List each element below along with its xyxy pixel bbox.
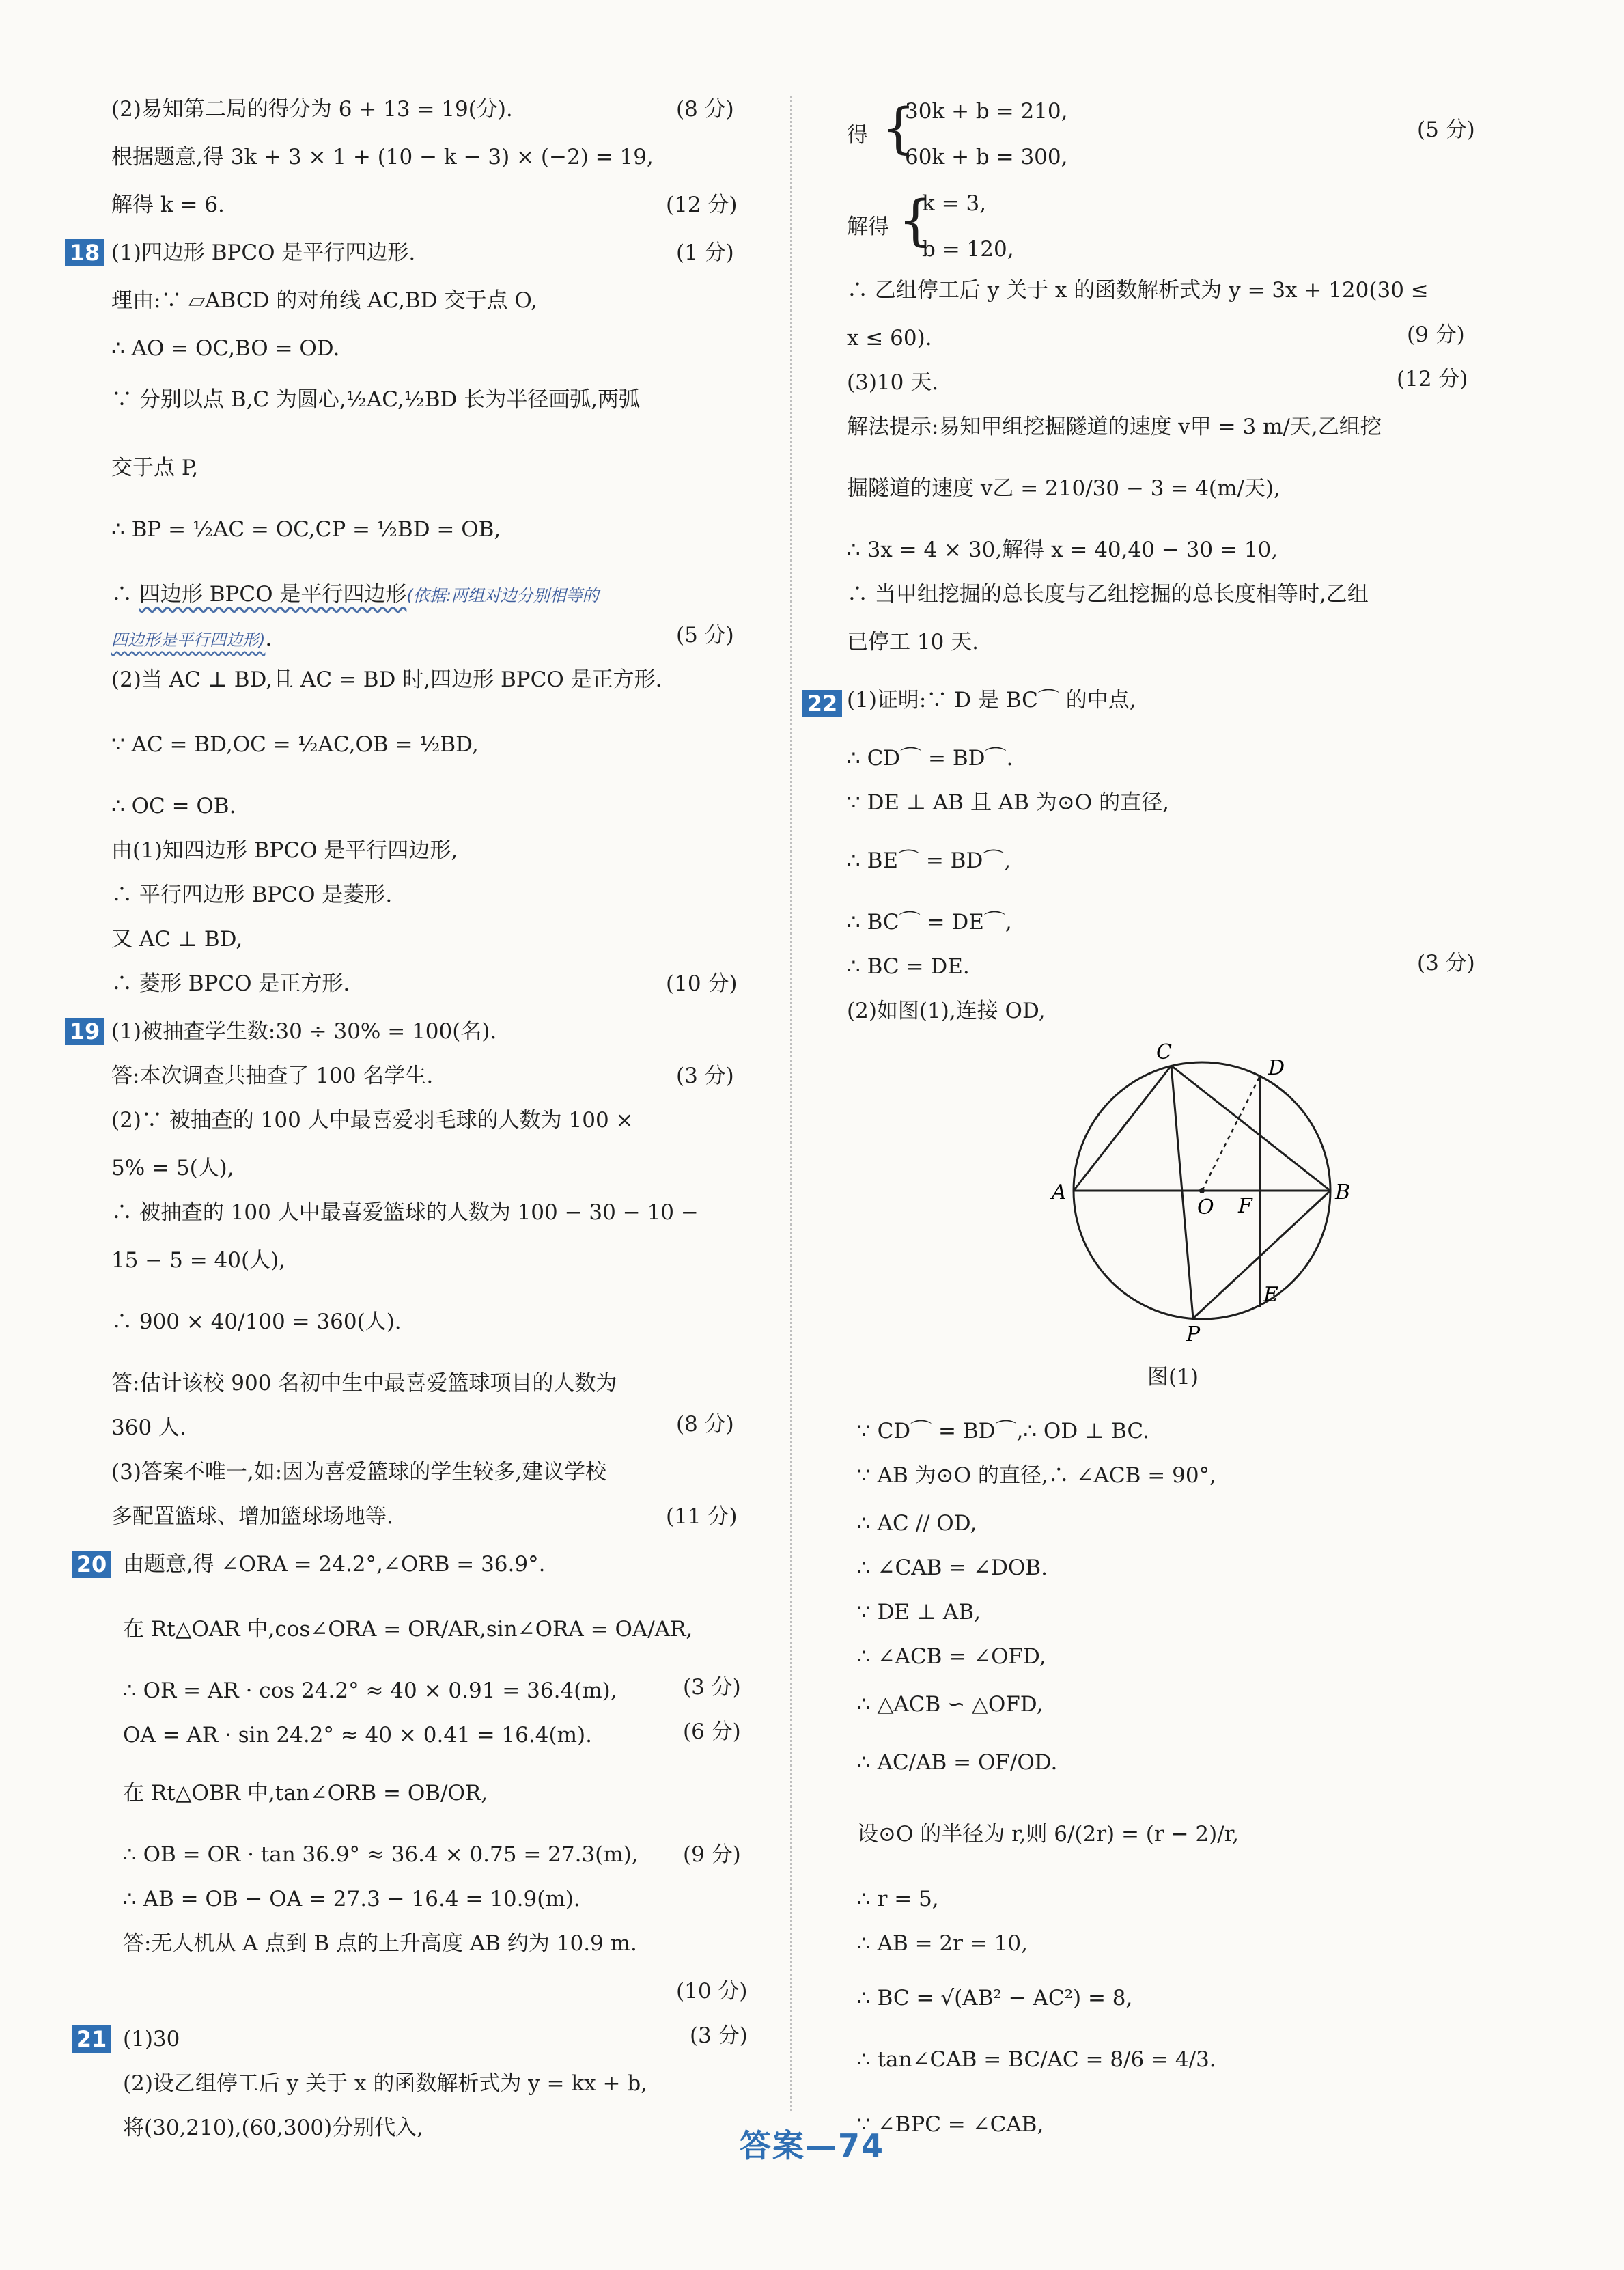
score: (1 分) bbox=[676, 240, 734, 265]
figure-caption: 图(1) bbox=[1147, 1365, 1199, 1389]
text-line: 理由:∵ ▱ABCD 的对角线 AC,BD 交于点 O, bbox=[111, 288, 537, 313]
text-line: (1)四边形 BPCO 是平行四边形. bbox=[111, 240, 416, 265]
label-b: B bbox=[1335, 1180, 1351, 1204]
text-line: ∴ 平行四边形 BPCO 是菱形. bbox=[111, 883, 393, 907]
label-a: A bbox=[1052, 1180, 1067, 1204]
text-line: ∴ BE⌒ = BD⌒, bbox=[847, 848, 1011, 873]
text-line: (1)证明:∵ D 是 BC⌒ 的中点, bbox=[847, 688, 1136, 712]
text-line: k = 3, bbox=[922, 191, 987, 216]
score: (12 分) bbox=[1397, 367, 1468, 391]
text-line: 15 − 5 = 40(人), bbox=[111, 1248, 286, 1273]
question-badge-18: 18 bbox=[65, 239, 104, 266]
text-line: (3)10 天. bbox=[847, 370, 939, 395]
text-line: ∴ 900 × 40/100 = 360(人). bbox=[111, 1310, 402, 1334]
label-o: O bbox=[1197, 1195, 1214, 1219]
text-line: ∵ ∠BPC = ∠CAB, bbox=[857, 2112, 1044, 2137]
text-line: 答:无人机从 A 点到 B 点的上升高度 AB 约为 10.9 m. bbox=[123, 1931, 637, 1956]
text-line: 360 人. bbox=[111, 1415, 186, 1440]
score: (12 分) bbox=[666, 193, 738, 217]
text-line: ∴ 当甲组挖掘的总长度与乙组挖掘的总长度相等时,乙组 bbox=[847, 582, 1369, 607]
text-line: 又 AC ⊥ BD, bbox=[111, 927, 243, 952]
text-line: ∴ △ACB ∽ △OFD, bbox=[857, 1692, 1044, 1717]
label-d: D bbox=[1268, 1056, 1285, 1080]
text-line: 30k + b = 210, bbox=[905, 99, 1068, 124]
text-line: ∴ r = 5, bbox=[857, 1887, 939, 1911]
segment-ac bbox=[1074, 1066, 1171, 1191]
text-line: OA = AR · sin 24.2° ≈ 40 × 0.41 = 16.4(m). bbox=[123, 1723, 592, 1747]
score: (6 分) bbox=[683, 1719, 741, 1744]
segment-od bbox=[1202, 1076, 1260, 1191]
handwritten-note: 四边形是平行四边形) bbox=[111, 631, 266, 650]
text-line: ∴ AC // OD, bbox=[857, 1511, 977, 1536]
label-c: C bbox=[1156, 1042, 1172, 1064]
text-line: (2)设乙组停工后 y 关于 x 的函数解析式为 y = kx + b, bbox=[123, 2071, 648, 2096]
text-line: ∴ OC = OB. bbox=[111, 794, 236, 818]
circle-geometry-figure bbox=[1028, 1042, 1451, 1349]
text-line: (2)∵ 被抽查的 100 人中最喜爱羽毛球的人数为 100 × bbox=[111, 1108, 634, 1133]
text-line: 5% = 5(人), bbox=[111, 1156, 234, 1180]
text-line: ∴ 菱形 BPCO 是正方形. bbox=[111, 971, 350, 996]
page-footer: 答案—74 bbox=[739, 2127, 884, 2164]
text-line: ∴ AB = OB − OA = 27.3 − 16.4 = 10.9(m). bbox=[123, 1887, 580, 1911]
text-line: ∵ DE ⊥ AB 且 AB 为⊙O 的直径, bbox=[847, 790, 1169, 815]
text-line: ∴ BC⌒ = DE⌒, bbox=[847, 910, 1012, 935]
segment-cb bbox=[1171, 1066, 1330, 1191]
column-divider bbox=[790, 96, 792, 2111]
text-line: 答:估计该校 900 名初中生中最喜爱篮球项目的人数为 bbox=[111, 1371, 617, 1396]
score: (9 分) bbox=[1407, 322, 1465, 347]
text-line: ∵ 分别以点 B,C 为圆心,½AC,½BD 长为半径画弧,两弧 bbox=[111, 387, 641, 412]
score: (3 分) bbox=[690, 2023, 748, 2048]
text-line: 已停工 10 天. bbox=[847, 630, 979, 654]
score: (8 分) bbox=[676, 1412, 734, 1437]
text-line: ∵ AB 为⊙O 的直径,∴ ∠ACB = 90°, bbox=[857, 1463, 1216, 1488]
text-line: b = 120, bbox=[922, 237, 1014, 262]
text-line: 交于点 P, bbox=[111, 456, 199, 480]
question-badge-19: 19 bbox=[65, 1018, 104, 1045]
text-line bbox=[111, 581, 599, 609]
text-line: ∴ 3x = 4 × 30,解得 x = 40,40 − 30 = 10, bbox=[847, 538, 1278, 562]
brace: { bbox=[898, 189, 933, 252]
text-line: 解法提示:易知甲组挖掘隧道的速度 v甲 = 3 m/天,乙组挖 bbox=[847, 415, 1382, 439]
period: . bbox=[265, 626, 272, 651]
text-line: ∴ OR = AR · cos 24.2° ≈ 40 × 0.91 = 36.4(m), bbox=[123, 1678, 617, 1703]
handwritten-note: (依据:两组对边分别相等的 bbox=[406, 586, 599, 605]
brace: { bbox=[881, 96, 916, 160]
text-line: 在 Rt△OAR 中,cos∠ORA = OR/AR,sin∠ORA = OA/AR, bbox=[123, 1617, 693, 1642]
center-o bbox=[1199, 1188, 1205, 1193]
score: (3 分) bbox=[1417, 951, 1475, 975]
text-line: ∵ CD⌒ = BD⌒,∴ OD ⊥ BC. bbox=[857, 1419, 1149, 1443]
text-line: (2)当 AC ⊥ BD,且 AC = BD 时,四边形 BPCO 是正方形. bbox=[111, 667, 662, 692]
therefore-symbol: ∴ bbox=[111, 582, 139, 607]
score: (9 分) bbox=[683, 1842, 741, 1867]
score: (10 分) bbox=[666, 971, 738, 996]
text-line: 60k + b = 300, bbox=[905, 145, 1068, 169]
text-line: 解得 bbox=[847, 214, 889, 239]
label-p: P bbox=[1186, 1323, 1201, 1346]
text-line: 根据题意,得 3k + 3 × 1 + (10 − k − 3) × (−2) = 19, bbox=[111, 145, 654, 169]
text-line: 由题意,得 ∠ORA = 24.2°,∠ORB = 36.9°. bbox=[123, 1552, 546, 1577]
text-line: ∴ AO = OC,BO = OD. bbox=[111, 336, 340, 361]
text-line: (1)被抽查学生数:30 ÷ 30% = 100(名). bbox=[111, 1019, 497, 1044]
text-line: 解得 k = 6. bbox=[111, 193, 225, 217]
question-badge-21: 21 bbox=[72, 2025, 111, 2053]
score: (8 分) bbox=[676, 97, 734, 122]
score: (3 分) bbox=[683, 1675, 741, 1700]
text-line: ∵ DE ⊥ AB, bbox=[857, 1600, 981, 1624]
text-line: ∴ ∠CAB = ∠DOB. bbox=[857, 1555, 1048, 1580]
text-line: 掘隧道的速度 v乙 = 210/30 − 3 = 4(m/天), bbox=[847, 476, 1280, 501]
text-line: ∴ CD⌒ = BD⌒. bbox=[847, 746, 1013, 771]
text-line: ∴ ∠ACB = ∠OFD, bbox=[857, 1644, 1046, 1669]
text-line: (2)易知第二局的得分为 6 + 13 = 19(分). bbox=[111, 97, 513, 122]
question-badge-20: 20 bbox=[72, 1551, 111, 1578]
text-line: ∴ AC/AB = OF/OD. bbox=[857, 1750, 1058, 1775]
score: (5 分) bbox=[1417, 117, 1475, 142]
underlined-conclusion: 四边形 BPCO 是平行四边形 bbox=[139, 582, 407, 607]
text-line: 多配置篮球、增加篮球场地等. bbox=[111, 1504, 393, 1529]
text-line: ∴ 被抽查的 100 人中最喜爱篮球的人数为 100 − 30 − 10 − bbox=[111, 1200, 699, 1225]
text-line: 在 Rt△OBR 中,tan∠ORB = OB/OR, bbox=[123, 1781, 488, 1805]
text-line: ∴ BC = DE. bbox=[847, 954, 970, 979]
score: (5 分) bbox=[676, 623, 734, 648]
score: (3 分) bbox=[676, 1064, 734, 1088]
score: (11 分) bbox=[666, 1504, 738, 1529]
text-line: (2)如图(1),连接 OD, bbox=[847, 999, 1046, 1023]
text-line: 将(30,210),(60,300)分别代入, bbox=[123, 2116, 424, 2140]
text-line: ∴ AB = 2r = 10, bbox=[857, 1931, 1028, 1956]
text-line: ∴ OB = OR · tan 36.9° ≈ 36.4 × 0.75 = 27.3(m), bbox=[123, 1842, 639, 1867]
score: (10 分) bbox=[676, 1979, 748, 2004]
text-line: 设⊙O 的半径为 r,则 6/(2r) = (r − 2)/r, bbox=[857, 1822, 1239, 1846]
text-line: (3)答案不唯一,如:因为喜爱篮球的学生较多,建议学校 bbox=[111, 1460, 607, 1484]
segment-cp bbox=[1171, 1066, 1193, 1318]
text-line: ∴ tan∠CAB = BC/AC = 8/6 = 4/3. bbox=[857, 2047, 1216, 2072]
text-line bbox=[111, 625, 272, 654]
text-line: (1)30 bbox=[123, 2027, 180, 2051]
text-line: ∵ AC = BD,OC = ½AC,OB = ½BD, bbox=[111, 732, 479, 757]
text-line: ∴ BC = √(AB² − AC²) = 8, bbox=[857, 1986, 1133, 2010]
label-f: F bbox=[1238, 1194, 1252, 1218]
text-line: x ≤ 60). bbox=[847, 326, 932, 350]
text-line: 答:本次调查共抽查了 100 名学生. bbox=[111, 1064, 434, 1088]
text-line: ∴ BP = ½AC = OC,CP = ½BD = OB, bbox=[111, 517, 501, 542]
text-line: 得 bbox=[847, 123, 868, 148]
question-badge-22: 22 bbox=[802, 690, 842, 717]
text-line: ∴ 乙组停工后 y 关于 x 的函数解析式为 y = 3x + 120(30 ≤ bbox=[847, 278, 1429, 303]
text-line: 由(1)知四边形 BPCO 是平行四边形, bbox=[111, 838, 458, 863]
label-e: E bbox=[1263, 1283, 1278, 1307]
